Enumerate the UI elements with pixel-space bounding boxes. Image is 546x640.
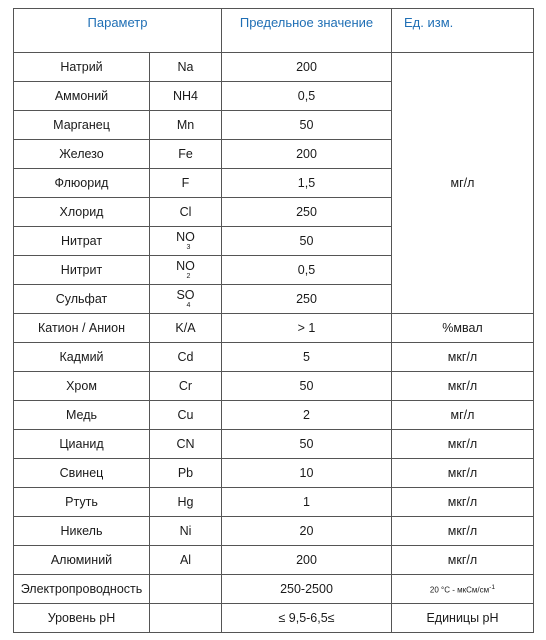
param-name: Никель <box>14 517 150 546</box>
table-row <box>14 372 534 401</box>
param-name: Алюминий <box>14 546 150 575</box>
param-value: 250 <box>222 198 392 227</box>
param-symbol <box>150 575 222 604</box>
param-name: Свинец <box>14 459 150 488</box>
param-symbol <box>150 604 222 633</box>
unit-text: 20 °C - мкСм/см <box>429 585 490 595</box>
param-unit: мкг/л <box>392 430 534 459</box>
param-value: 250 <box>222 285 392 314</box>
param-unit: %мвал <box>392 314 534 343</box>
param-unit: мкг/л <box>392 343 534 372</box>
param-name: Цианид <box>14 430 150 459</box>
table-row <box>14 517 534 546</box>
param-name: Нитрат <box>14 227 150 256</box>
param-symbol: Fe <box>150 140 222 169</box>
param-unit: мг/л <box>392 401 534 430</box>
param-name: Электропроводность <box>14 575 150 604</box>
param-value: 1,5 <box>222 169 392 198</box>
param-name: Нитрит <box>14 256 150 285</box>
param-unit <box>392 575 534 604</box>
param-value: 0,5 <box>222 256 392 285</box>
param-unit: мкг/л <box>392 372 534 401</box>
header-parameter: Параметр <box>14 9 222 53</box>
param-value: 50 <box>222 372 392 401</box>
param-symbol: F <box>150 169 222 198</box>
param-symbol: Hg <box>150 488 222 517</box>
param-value: 1 <box>222 488 392 517</box>
symbol-main: NO <box>176 230 195 244</box>
param-symbol: Ni <box>150 517 222 546</box>
table-row <box>14 401 534 430</box>
param-symbol: Pb <box>150 459 222 488</box>
param-value: 2 <box>222 401 392 430</box>
param-value: 250-2500 <box>222 575 392 604</box>
param-name: Флюорид <box>14 169 150 198</box>
param-name: Марганец <box>14 111 150 140</box>
table-row <box>14 53 534 82</box>
param-unit: мкг/л <box>392 488 534 517</box>
symbol-subscript: 3 <box>186 244 191 251</box>
header-limit: Предельное значение <box>222 9 392 53</box>
param-name: Медь <box>14 401 150 430</box>
param-value: 50 <box>222 111 392 140</box>
param-value: 200 <box>222 53 392 82</box>
param-symbol: Cd <box>150 343 222 372</box>
param-name: Железо <box>14 140 150 169</box>
param-unit: Единицы pH <box>392 604 534 633</box>
symbol-main: SO <box>176 288 195 302</box>
unit-superscript: -1 <box>489 583 496 591</box>
param-unit: мкг/л <box>392 546 534 575</box>
symbol-subscript: 4 <box>186 302 191 309</box>
table-row <box>14 430 534 459</box>
symbol-main: NO <box>176 259 195 273</box>
param-symbol: NH4 <box>150 82 222 111</box>
param-unit: мкг/л <box>392 517 534 546</box>
param-name: Ртуть <box>14 488 150 517</box>
param-name: Катион / Анион <box>14 314 150 343</box>
table-row <box>14 575 534 604</box>
param-value: > 1 <box>222 314 392 343</box>
param-symbol: Cl <box>150 198 222 227</box>
param-symbol: Mn <box>150 111 222 140</box>
param-name: Хлорид <box>14 198 150 227</box>
table-row <box>14 314 534 343</box>
param-value: 20 <box>222 517 392 546</box>
param-value: 200 <box>222 546 392 575</box>
param-symbol: K/A <box>150 314 222 343</box>
param-name: Аммоний <box>14 82 150 111</box>
param-value: 0,5 <box>222 82 392 111</box>
param-name: Сульфат <box>14 285 150 314</box>
param-value: 50 <box>222 430 392 459</box>
parameters-table <box>13 8 534 633</box>
param-value: 10 <box>222 459 392 488</box>
table-row <box>14 459 534 488</box>
param-symbol <box>150 227 222 256</box>
param-value: 50 <box>222 227 392 256</box>
table-row <box>14 546 534 575</box>
param-name: Кадмий <box>14 343 150 372</box>
param-symbol: CN <box>150 430 222 459</box>
param-symbol: Na <box>150 53 222 82</box>
param-value: ≤ 9,5-6,5≤ <box>222 604 392 633</box>
param-symbol: Cr <box>150 372 222 401</box>
param-symbol <box>150 256 222 285</box>
param-name: Хром <box>14 372 150 401</box>
table-row <box>14 604 534 633</box>
param-unit: мкг/л <box>392 459 534 488</box>
table-row <box>14 488 534 517</box>
param-symbol: Al <box>150 546 222 575</box>
param-symbol <box>150 285 222 314</box>
param-value: 5 <box>222 343 392 372</box>
param-value: 200 <box>222 140 392 169</box>
unit-mg-per-l: мг/л <box>392 53 534 314</box>
symbol-subscript: 2 <box>186 273 191 280</box>
header-row <box>14 9 534 53</box>
table-row <box>14 343 534 372</box>
param-name: Уровень pH <box>14 604 150 633</box>
header-unit: Ед. изм. <box>392 9 534 53</box>
param-name: Натрий <box>14 53 150 82</box>
param-symbol: Cu <box>150 401 222 430</box>
